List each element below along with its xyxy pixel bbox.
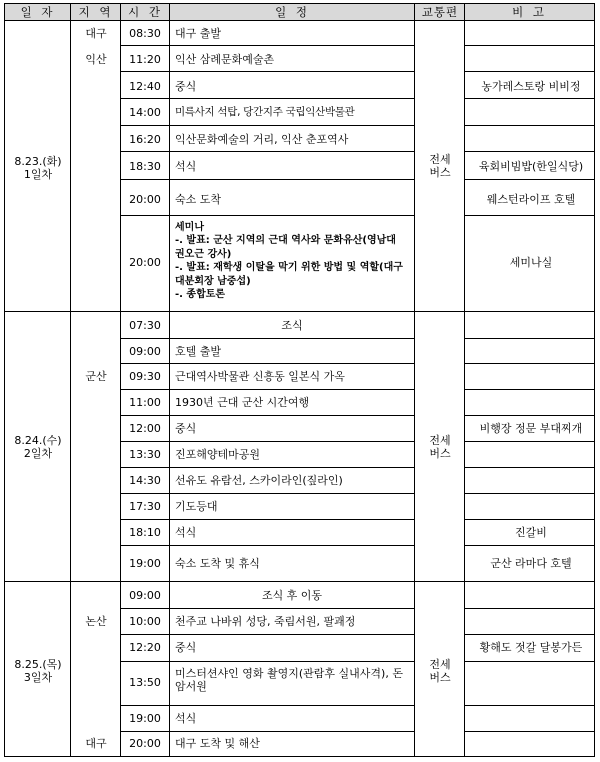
day2-time: 19:00: [129, 557, 161, 570]
day1-note: 육회비빔밥(한일식당): [478, 160, 584, 173]
day1-note: 세미나실: [509, 256, 553, 269]
day2-day: 2일차: [23, 447, 53, 460]
header-note: 비 고: [465, 4, 594, 20]
day3-transport-a: 전세: [429, 658, 451, 671]
day1-time: 20:00: [129, 256, 161, 269]
day2-time: 13:30: [129, 448, 161, 461]
day3-schedule: 중식: [175, 641, 197, 654]
day2-schedule: 호텔 출발: [175, 345, 222, 358]
day2-time: 09:30: [129, 370, 161, 383]
day2-schedule: 숙소 도착 및 휴식: [175, 557, 260, 570]
day1-schedule: 대구 출발: [175, 27, 222, 40]
day3-schedule: 석식: [175, 712, 197, 725]
day2-time: 09:00: [129, 345, 161, 358]
day3-schedule: 천주교 나바위 성당, 죽림서원, 팔괘정: [175, 615, 356, 628]
day1-schedule: 숙소 도착: [175, 193, 222, 206]
day2-transport-a: 전세: [429, 434, 451, 447]
header-transport: 교통편: [415, 4, 465, 20]
day3-schedule: 미스터션샤인 영화 촬영지(관람후 실내사격), 돈암서원: [175, 667, 403, 693]
header-region: 지 역: [71, 4, 121, 20]
day1-time: 08:30: [129, 27, 161, 40]
day3-time: 12:20: [129, 641, 161, 654]
day1-schedule: 중식: [175, 80, 197, 93]
day3-region-b: 대구: [85, 737, 107, 750]
day2-region: 군산: [85, 370, 107, 383]
day1-time: 16:20: [129, 133, 161, 146]
day2-note: 군산 라마다 호텔: [490, 557, 572, 570]
day2-schedule: 진포해양테마공원: [175, 448, 261, 461]
day3-time: 09:00: [129, 589, 161, 602]
day3-time: 19:00: [129, 712, 161, 725]
day2-schedule: 기도등대: [175, 500, 218, 513]
day2-time: 12:00: [129, 422, 161, 435]
day2-time: 17:30: [129, 500, 161, 513]
header-time: 시 간: [121, 4, 170, 20]
day2-note: 진갈비: [515, 526, 547, 539]
day2-date: 8.24.(수): [14, 434, 62, 447]
day1-region-a: 대구: [85, 27, 107, 40]
day1-schedule: 미륵사지 석탑, 당간지주 국립익산박물관: [175, 106, 355, 118]
day1-note: 농가레스토랑 비비정: [481, 80, 581, 93]
day2-schedule: 중식: [175, 422, 197, 435]
day3-day: 3일차: [23, 671, 53, 684]
day2-note: 비행장 정문 부대찌개: [479, 422, 583, 435]
header-date: 일 자: [5, 4, 71, 20]
day2-time: 18:10: [129, 526, 161, 539]
day1-transport-b: 버스: [429, 166, 451, 179]
day3-schedule: 대구 도착 및 해산: [175, 737, 260, 750]
day1-schedule: 석식: [175, 160, 197, 173]
day2-time: 14:30: [129, 474, 161, 487]
day1-schedule: 익산 삼례문화예술촌: [175, 53, 275, 66]
day2-transport-b: 버스: [429, 447, 451, 460]
day3-note: 황해도 젓갈 달봉가든: [479, 641, 583, 654]
day3-time: 20:00: [129, 737, 161, 750]
day3-time: 13:50: [129, 676, 161, 689]
day2-schedule: 근대역사박물관 신흥동 일본식 가옥: [175, 370, 345, 383]
day3-region-a: 논산: [85, 615, 107, 628]
day1-time: 18:30: [129, 160, 161, 173]
day1-time: 14:00: [129, 106, 161, 119]
day2-schedule: 선유도 유람선, 스카이라인(짚라인): [175, 474, 343, 487]
itinerary-table: [4, 3, 595, 757]
day1-seminar-text: 세미나 -. 발표: 군산 지역의 근대 역사와 문화유산(영남대 권오근 강사) -. 발표: 재학생 이탈을 막기 위한 방법 및 역할(대구대분회장 남중섭) -. 종합토론: [175, 222, 403, 301]
day1-time: 12:40: [129, 80, 161, 93]
day1-transport-a: 전세: [429, 153, 451, 166]
day1-schedule: 익산문화예술의 거리, 익산 춘포역사: [175, 133, 349, 146]
day2-time: 07:30: [129, 319, 161, 332]
day1-time: 20:00: [129, 193, 161, 206]
day2-schedule: 조식: [281, 319, 303, 332]
header-schedule: 일 정: [170, 4, 415, 20]
day2-schedule: 1930년 근대 군산 시간여행: [175, 396, 310, 409]
day1-time: 11:20: [129, 53, 161, 66]
day1-day: 1일차: [23, 168, 53, 181]
day1-note: 웨스턴라이프 호텔: [486, 193, 576, 206]
day3-transport-b: 버스: [429, 671, 451, 684]
day3-schedule: 조식 후 이동: [261, 589, 323, 602]
day1-date: 8.23.(화): [14, 155, 62, 168]
day2-schedule: 석식: [175, 526, 197, 539]
day3-time: 10:00: [129, 615, 161, 628]
day1-region-b: 익산: [85, 53, 107, 66]
day3-date: 8.25.(목): [14, 658, 62, 671]
day2-time: 11:00: [129, 396, 161, 409]
